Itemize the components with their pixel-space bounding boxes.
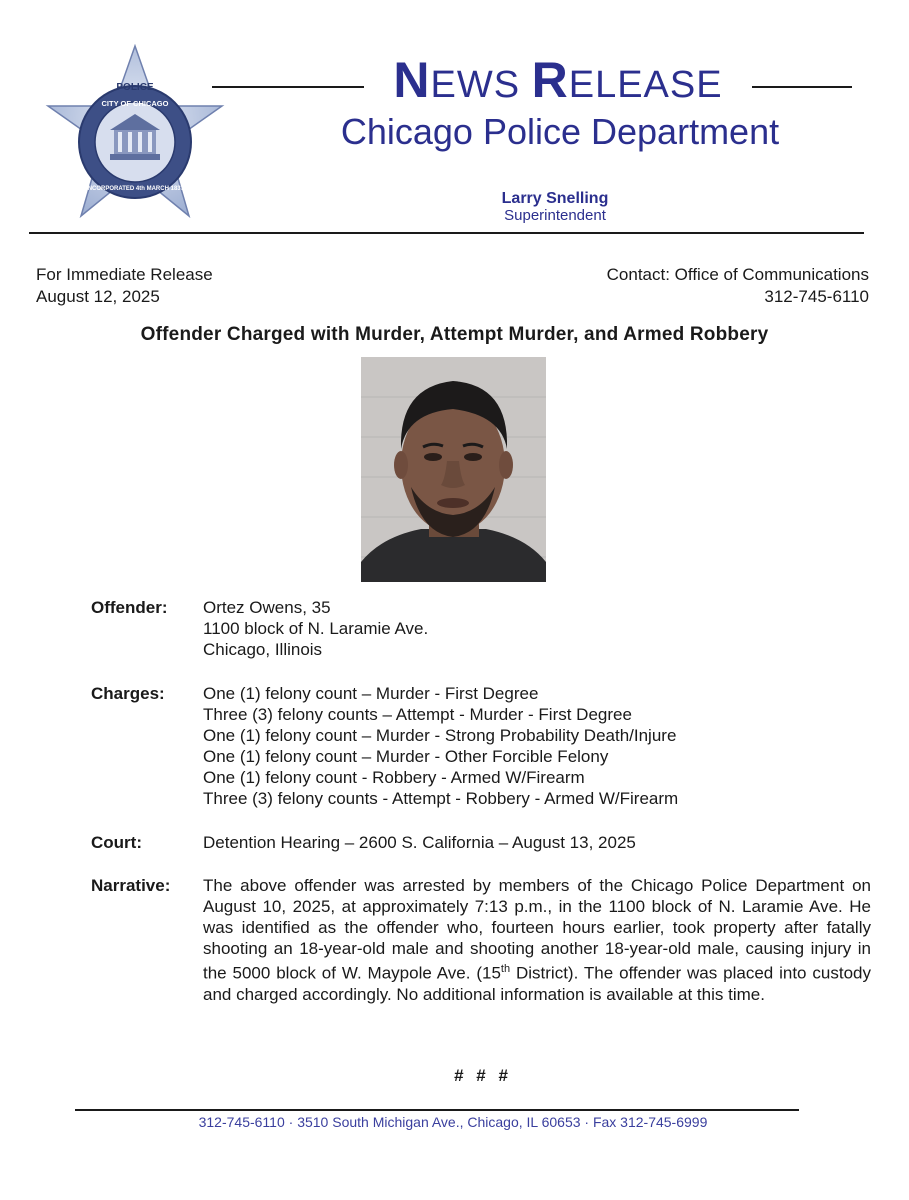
news-release-elease: ELEASE (568, 64, 723, 106)
release-date: August 12, 2025 (36, 287, 160, 306)
narrative-text-part2: District). The offender was placed into custody and charged accordingly. No additional information is available at this time. (203, 963, 871, 1004)
offender-line: Chicago, Illinois (203, 640, 323, 659)
narrative-label: Narrative: (91, 876, 171, 895)
offender-photo (361, 357, 546, 582)
charge-item: One (1) felony count - Robbery - Armed W/Firearm (203, 768, 585, 787)
header-divider (29, 232, 864, 234)
badge-police-text: POLICE (116, 82, 154, 93)
narrative-text (203, 875, 871, 1005)
superintendent-name: Larry Snelling (501, 190, 609, 207)
footer-divider (75, 1109, 799, 1111)
end-mark: # # # (454, 1066, 512, 1085)
offender-line: Ortez Owens, 35 (203, 598, 331, 617)
court-details: Detention Hearing – 2600 S. California – August 13, 2025 (203, 833, 636, 852)
charge-item: Three (3) felony counts – Attempt - Murder - First Degree (203, 705, 632, 724)
department-name: Chicago Police Department (340, 111, 780, 152)
release-type: For Immediate Release (36, 265, 213, 284)
charges-list (203, 683, 871, 809)
badge-ring-top-text: CITY OF CHICAGO (101, 99, 169, 108)
charges-label: Charges: (91, 684, 165, 703)
news-release-title (366, 52, 750, 113)
police-star-badge-icon (44, 44, 226, 224)
offender-details (203, 597, 871, 660)
narrative-text-part1: The above offender was arrested by members of the Chicago Police Department on August 10, 2025, at approximately 7:13 p.m., in the 1100 block of N. Laramie Ave. He was identified as the offender who, fourteen hours earlier, took property after fatally shooting an 18-year-old male and shooting another 18-year-old male, causing injury in the 5000 block of W. Maypole Ave. (15 (203, 876, 871, 983)
charge-item: One (1) felony count – Murder - First Degree (203, 684, 539, 703)
contact-office: Contact: Office of Communications (606, 265, 869, 284)
narrative-superscript: th (500, 963, 511, 975)
charge-item: One (1) felony count – Murder - Other Forcible Felony (203, 747, 609, 766)
contact-phone: 312-745-6110 (764, 287, 869, 306)
release-info (36, 264, 213, 308)
news-release-cap-n: N (393, 52, 431, 108)
charge-item: One (1) felony count – Murder - Strong Probability Death/Injure (203, 726, 677, 745)
news-release-ews: EWS (430, 64, 532, 106)
contact-info (607, 264, 869, 308)
footer-contact: 312-745-6110 · 3510 South Michigan Ave., Chicago, IL 60653 · Fax 312-745-6999 (198, 1114, 708, 1130)
header-rule-right (752, 86, 852, 88)
offender-line: 1100 block of N. Laramie Ave. (203, 619, 429, 638)
headline: Offender Charged with Murder, Attempt Murder, and Armed Robbery (140, 324, 769, 345)
header-rule-left (212, 86, 364, 88)
offender-label: Offender: (91, 598, 168, 617)
charge-item: Three (3) felony counts - Attempt - Robbery - Armed W/Firearm (203, 789, 679, 808)
court-label: Court: (91, 833, 142, 852)
superintendent-title: Superintendent (504, 207, 606, 224)
news-release-cap-r: R (531, 52, 569, 108)
badge-ring-bottom-text: INCORPORATED 4th MARCH 1837 (86, 186, 184, 192)
